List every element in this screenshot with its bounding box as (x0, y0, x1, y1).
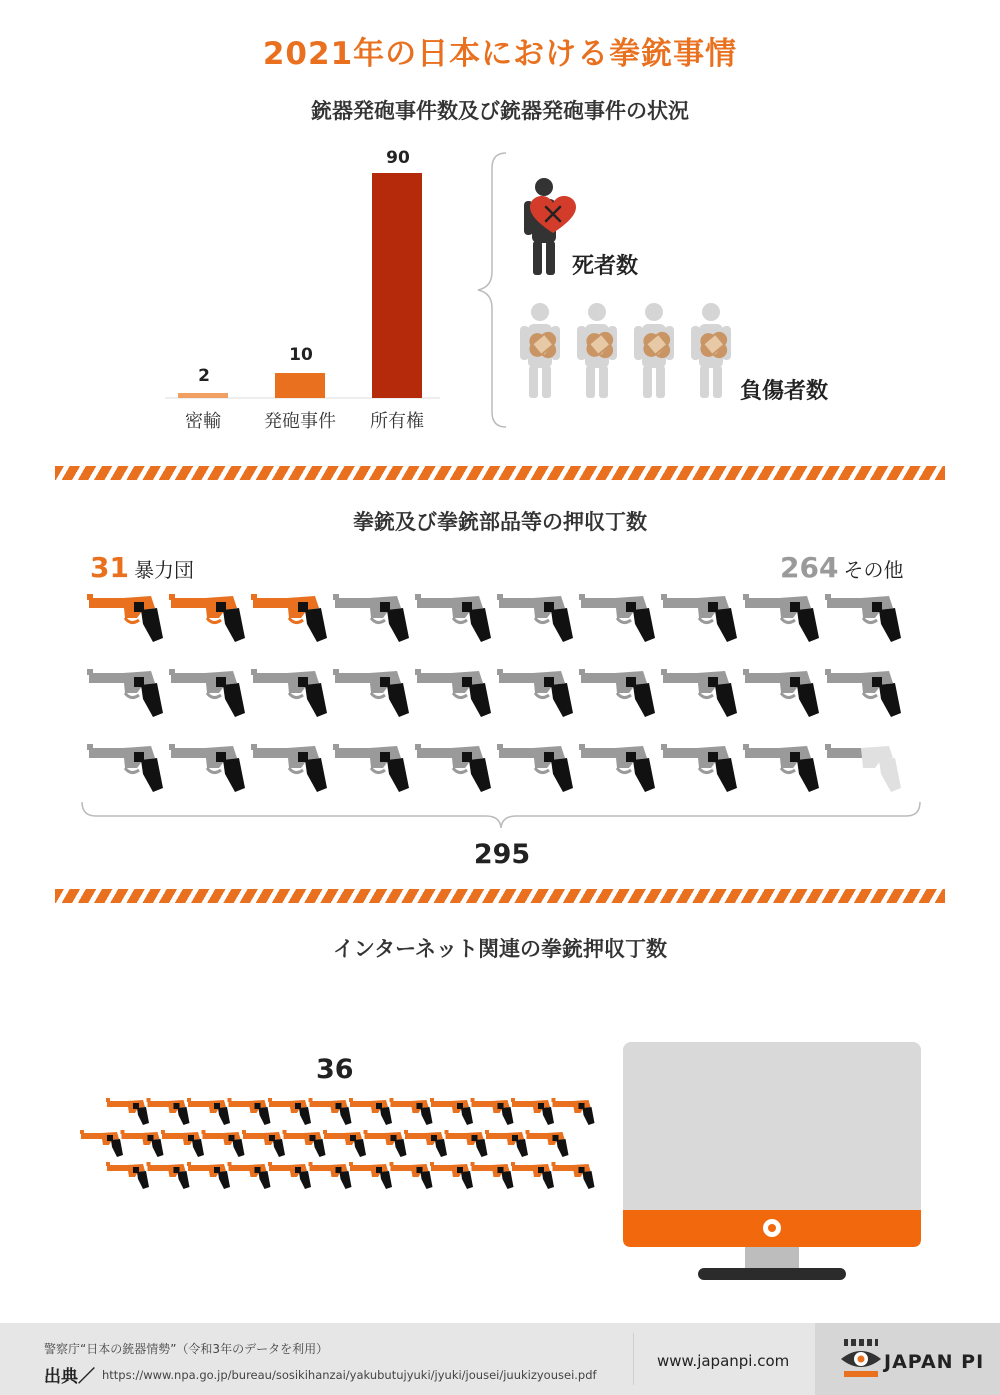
internet-gun-icon (106, 1098, 149, 1125)
bar-value-ownership: 90 (386, 148, 410, 168)
other-gun-icon (661, 594, 737, 642)
bar-ownership (372, 173, 422, 398)
other-gun-icon (251, 744, 327, 792)
internet-gun-icon (268, 1098, 311, 1125)
other-gun-icon (743, 594, 819, 642)
bar-shooting (275, 373, 325, 398)
other-gun-icon (579, 744, 655, 792)
other-gun-icon (333, 594, 409, 642)
injured-person-icon (520, 303, 560, 398)
internet-gun-icon (161, 1130, 204, 1157)
internet-gun-icon (511, 1162, 554, 1189)
other-gun-icon (415, 744, 491, 792)
injured-person-icon (691, 303, 731, 398)
other-gun-icon (169, 744, 245, 792)
other-gun-icon (661, 744, 737, 792)
source-label: 出典／ (44, 1367, 95, 1387)
internet-gun-icon (228, 1098, 271, 1125)
gang-gun-icon (251, 594, 327, 642)
injured-people-group (518, 300, 758, 404)
section3-title: インターネット関連の拳銃押収丁数 (332, 937, 668, 961)
other-gun-icon (497, 744, 573, 792)
total-seized-count: 295 (473, 839, 531, 870)
other-gun-icon (743, 669, 819, 717)
other-count-group (780, 551, 904, 584)
internet-gun-icon (187, 1098, 230, 1125)
deaths-label: 死者数 (572, 254, 639, 279)
internet-gun-icon (309, 1162, 352, 1189)
internet-gun-icon (323, 1130, 366, 1157)
internet-gun-icon (364, 1130, 407, 1157)
other-gun-icon (87, 669, 163, 717)
other-gun-icon (415, 594, 491, 642)
gang-label: 暴力団 (134, 558, 195, 582)
page-title: 2021年の日本における拳銃事情 (262, 36, 738, 72)
site-link[interactable]: www.japanpi.com (657, 1352, 790, 1370)
other-gun-icon (333, 669, 409, 717)
internet-gun-icon (80, 1130, 123, 1157)
other-gun-icon (743, 744, 819, 792)
other-gun-icon (825, 669, 901, 717)
internet-gun-icon (147, 1098, 190, 1125)
internet-gun-icon (309, 1098, 352, 1125)
other-count: 264 (780, 551, 839, 584)
gang-gun-icon (169, 594, 245, 642)
section1-title: 銃器発砲事件数及び銃器発砲事件の状況 (311, 99, 689, 123)
internet-gun-icon (147, 1162, 190, 1189)
bar-label-shooting: 発砲事件 (264, 411, 336, 432)
gang-count-group (90, 551, 194, 584)
other-gun-icon (825, 744, 901, 792)
other-gun-icon (825, 594, 901, 642)
other-gun-icon (497, 669, 573, 717)
bar-label-ownership: 所有権 (370, 411, 424, 432)
other-gun-icon (169, 669, 245, 717)
logo-text: JAPAN PI (884, 1351, 985, 1373)
eye-logo-icon (838, 1335, 884, 1381)
section2-title: 拳銃及び拳銃部品等の押収丁数 (353, 510, 647, 534)
seized-guns-grid (85, 590, 925, 810)
internet-gun-icon (187, 1162, 230, 1189)
source-link[interactable]: https://www.npa.go.jp/bureau/sosikihanzai/yakubutujyuki/jyuki/jousei/juukizyousei.pdf (102, 1368, 597, 1382)
total-brace (80, 800, 925, 830)
internet-gun-icon (283, 1130, 326, 1157)
bar-value-smuggling: 2 (198, 366, 210, 386)
internet-gun-icon (268, 1162, 311, 1189)
internet-gun-icon (485, 1130, 528, 1157)
hazard-stripe-divider (55, 889, 945, 903)
injured-person-icon (634, 303, 674, 398)
internet-gun-icon (511, 1098, 554, 1125)
internet-gun-icon (552, 1162, 595, 1189)
bar-smuggling (178, 393, 228, 398)
other-gun-icon (251, 669, 327, 717)
internet-gun-icon (349, 1098, 392, 1125)
internet-gun-icon (552, 1098, 595, 1125)
footer-divider (633, 1333, 634, 1385)
death-person-icon (518, 175, 580, 280)
internet-gun-icon (404, 1130, 447, 1157)
internet-gun-icon (121, 1130, 164, 1157)
internet-gun-icon (445, 1130, 488, 1157)
other-gun-icon (579, 594, 655, 642)
internet-gun-icon (228, 1162, 271, 1189)
other-gun-icon (661, 669, 737, 717)
other-gun-icon (579, 669, 655, 717)
internet-gun-icon (471, 1098, 514, 1125)
internet-gun-icon (471, 1162, 514, 1189)
other-gun-icon (415, 669, 491, 717)
other-gun-icon (87, 744, 163, 792)
computer-monitor-icon (620, 1040, 925, 1285)
injured-person-icon (577, 303, 617, 398)
internet-guns-grid (75, 1095, 605, 1190)
injuries-label: 負傷者数 (740, 379, 829, 404)
internet-gun-icon (430, 1162, 473, 1189)
other-gun-icon (333, 744, 409, 792)
internet-gun-icon (390, 1162, 433, 1189)
bar-value-shooting: 10 (289, 345, 313, 365)
internet-gun-icon (349, 1162, 392, 1189)
gang-gun-icon (87, 594, 163, 642)
source-note: 警察庁“日本の銃器情勢”（令和3年のデータを利用） (44, 1342, 329, 1356)
other-gun-icon (497, 594, 573, 642)
internet-gun-icon (430, 1098, 473, 1125)
internet-gun-icon (242, 1130, 285, 1157)
hazard-stripe-divider (55, 466, 945, 480)
internet-seized-count: 36 (316, 1054, 354, 1085)
gang-count: 31 (90, 551, 129, 584)
bar-label-smuggling: 密輸 (185, 411, 221, 432)
other-label: その他 (843, 558, 904, 582)
internet-gun-icon (526, 1130, 569, 1157)
internet-gun-icon (106, 1162, 149, 1189)
brace-divider (470, 150, 510, 430)
internet-gun-icon (202, 1130, 245, 1157)
internet-gun-icon (390, 1098, 433, 1125)
